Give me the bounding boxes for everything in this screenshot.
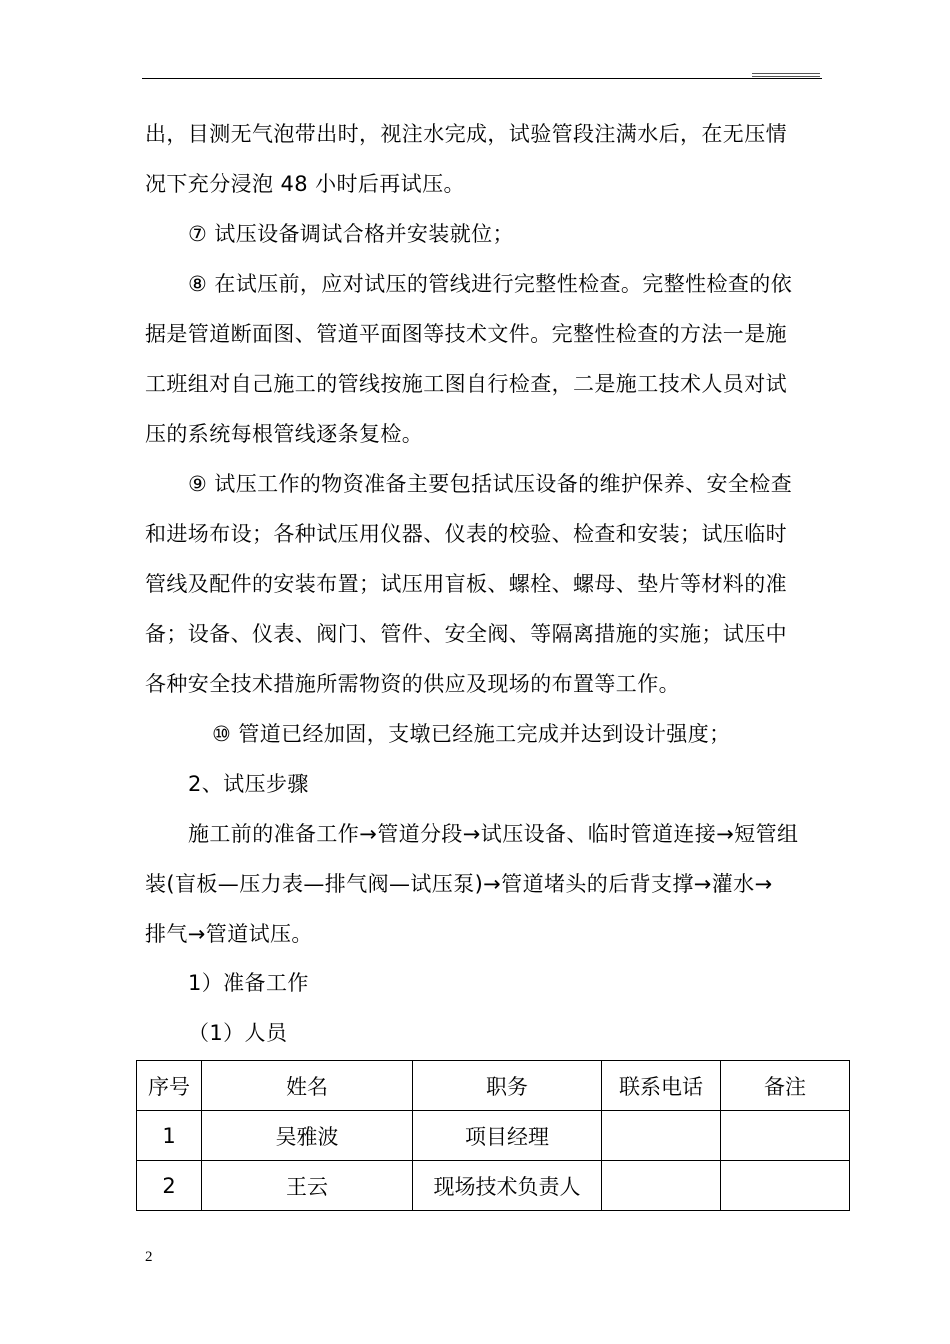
table-cell: 王云 bbox=[202, 1161, 413, 1211]
table-cell: 现场技术负责人 bbox=[413, 1161, 602, 1211]
table-cell: 项目经理 bbox=[413, 1111, 602, 1161]
table-header-cell: 职务 bbox=[413, 1061, 602, 1111]
paragraph-line: 和进场布设；各种试压用仪器、仪表的校验、检查和安装；试压临时 bbox=[145, 522, 787, 546]
table-cell bbox=[721, 1161, 850, 1211]
subsection-heading: 1）准备工作 bbox=[188, 971, 309, 995]
paragraph-line: 出，目测无气泡带出时，视注水完成，试验管段注满水后，在无压情 bbox=[145, 122, 787, 146]
table-cell bbox=[721, 1111, 850, 1161]
page-number: 2 bbox=[145, 1249, 153, 1265]
list-item-9: ⑨ 试压工作的物资准备主要包括试压设备的维护保养、安全检查 bbox=[188, 472, 793, 496]
list-item-8: ⑧ 在试压前，应对试压的管线进行完整性检查。完整性检查的依 bbox=[188, 272, 793, 296]
table-cell: 吴雅波 bbox=[202, 1111, 413, 1161]
paragraph-line: 各种安全技术措施所需物资的供应及现场的布置等工作。 bbox=[145, 672, 680, 696]
table-header-cell: 联系电话 bbox=[602, 1061, 721, 1111]
table-cell bbox=[602, 1161, 721, 1211]
table-header-row bbox=[137, 1061, 850, 1111]
list-item-7: ⑦ 试压设备调试合格并安装就位； bbox=[188, 222, 514, 246]
personnel-table bbox=[136, 1060, 850, 1211]
subsection-heading: （1）人员 bbox=[188, 1021, 288, 1045]
paragraph-line: 管线及配件的安装布置；试压用盲板、螺栓、螺母、垫片等材料的准 bbox=[145, 572, 787, 596]
paragraph-line: 据是管道断面图、管道平面图等技术文件。完整性检查的方法一是施 bbox=[145, 322, 787, 346]
table-header-cell: 备注 bbox=[721, 1061, 850, 1111]
table-cell: 1 bbox=[137, 1111, 202, 1161]
paragraph-line: 施工前的准备工作→管道分段→试压设备、临时管道连接→短管组 bbox=[188, 822, 799, 846]
table-row bbox=[137, 1161, 850, 1211]
table-header-cell: 姓名 bbox=[202, 1061, 413, 1111]
table-cell bbox=[602, 1111, 721, 1161]
paragraph-line: 压的系统每根管线逐条复检。 bbox=[145, 422, 424, 446]
header-mark-line bbox=[752, 73, 820, 74]
paragraph-line: 况下充分浸泡 48 小时后再试压。 bbox=[145, 172, 465, 196]
table-cell: 2 bbox=[137, 1161, 202, 1211]
header-rule bbox=[142, 78, 822, 79]
paragraph-line: 排气→管道试压。 bbox=[145, 922, 313, 946]
section-heading: 2、试压步骤 bbox=[188, 772, 309, 796]
table-header-cell: 序号 bbox=[137, 1061, 202, 1111]
list-item-10: ⑩ 管道已经加固，支墩已经施工完成并达到设计强度； bbox=[212, 722, 731, 746]
paragraph-line: 装(盲板—压力表—排气阀—试压泵)→管道堵头的后背支撑→灌水→ bbox=[145, 872, 773, 896]
paragraph-line: 工班组对自己施工的管线按施工图自行检查，二是施工技术人员对试 bbox=[145, 372, 787, 396]
paragraph-line: 备；设备、仪表、阀门、管件、安全阀、等隔离措施的实施；试压中 bbox=[145, 622, 787, 646]
table-row bbox=[137, 1111, 850, 1161]
header-mark-line bbox=[752, 76, 820, 77]
